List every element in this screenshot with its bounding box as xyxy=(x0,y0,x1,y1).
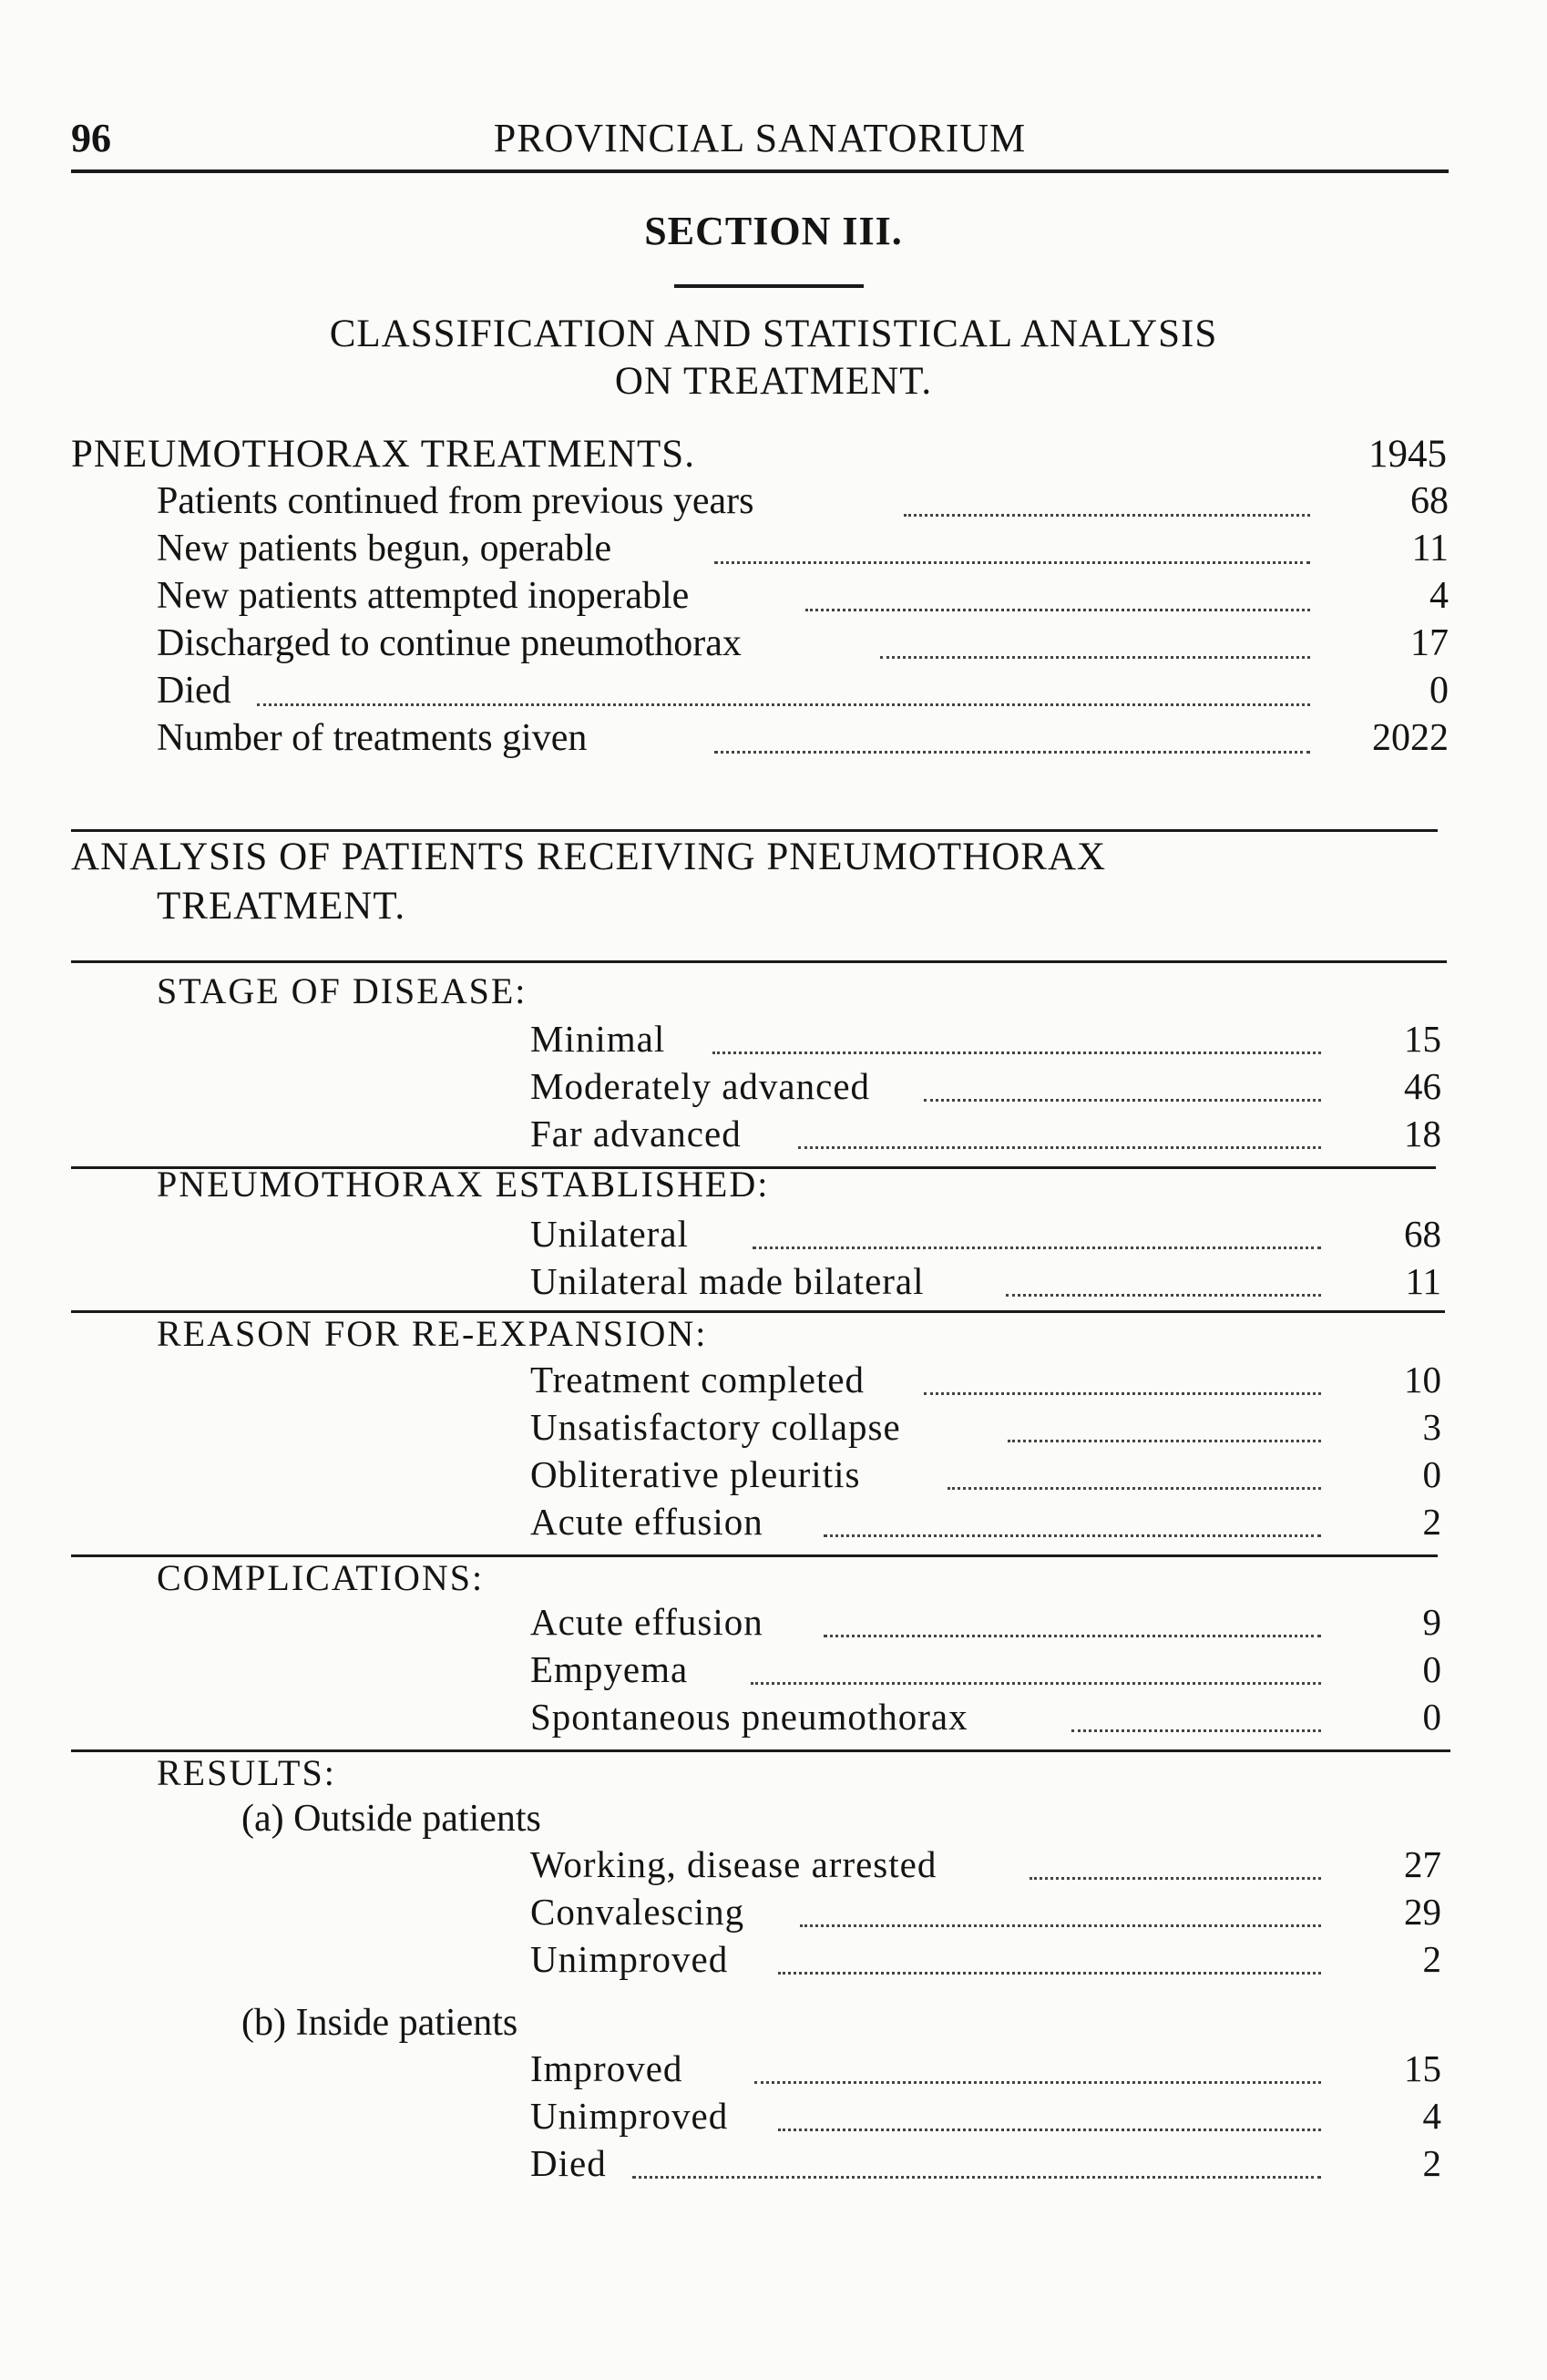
row-value: 15 xyxy=(1404,2047,1441,2089)
row-label: New patients attempted inoperable xyxy=(157,575,690,617)
list-item xyxy=(157,479,1449,527)
running-title: PROVINCIAL SANATORIUM xyxy=(493,116,1027,160)
row-label: Acute effusion xyxy=(530,1501,763,1543)
list-item xyxy=(530,2141,1441,2189)
row-label: Treatment completed xyxy=(530,1359,866,1400)
list-item xyxy=(157,574,1449,621)
outside-patients-label: (a) Outside patients xyxy=(241,1798,541,1840)
dot-leader xyxy=(924,1392,1321,1395)
complications-title: COMPLICATIONS: xyxy=(157,1557,485,1598)
running-header xyxy=(71,115,1449,173)
row-label: Empyema xyxy=(530,1648,689,1690)
dot-leader xyxy=(753,1246,1321,1249)
row-label: Unimproved xyxy=(530,1938,729,1980)
row-value: 9 xyxy=(1422,1601,1441,1643)
established-title: PNEUMOTHORAX ESTABLISHED: xyxy=(157,1164,770,1205)
row-label: Unsatisfactory collapse xyxy=(530,1406,901,1448)
list-item xyxy=(530,1358,1441,1405)
row-value: 10 xyxy=(1404,1359,1441,1400)
row-value: 0 xyxy=(1422,1648,1441,1690)
list-item xyxy=(530,1064,1441,1112)
list-item xyxy=(530,1500,1441,1547)
dot-leader xyxy=(778,2129,1321,2131)
classification-title-line2: ON TREATMENT. xyxy=(614,360,933,403)
row-label: Convalescing xyxy=(530,1891,745,1933)
row-label: Improved xyxy=(530,2047,683,2089)
row-value: 11 xyxy=(1411,528,1449,569)
dot-leader xyxy=(924,1099,1321,1102)
dot-leader xyxy=(1008,1440,1321,1442)
list-item xyxy=(530,1937,1441,1985)
dot-leader xyxy=(1006,1294,1321,1297)
dot-leader xyxy=(778,1972,1321,1975)
row-label: Minimal xyxy=(530,1018,666,1060)
stage-title: STAGE OF DISEASE: xyxy=(157,970,528,1011)
list-item xyxy=(530,2094,1441,2141)
row-label: Far advanced xyxy=(530,1113,742,1154)
row-label: Unilateral xyxy=(530,1213,689,1255)
row-value: 0 xyxy=(1422,1696,1441,1738)
inside-patients-label: (b) Inside patients xyxy=(241,2002,518,2044)
dot-leader xyxy=(800,1924,1321,1927)
list-item xyxy=(530,1259,1441,1307)
dot-leader xyxy=(257,703,1310,706)
row-value: 11 xyxy=(1405,1260,1441,1302)
dot-leader xyxy=(1030,1877,1321,1880)
row-label: Unimproved xyxy=(530,2095,729,2137)
row-label: Discharged to continue pneumothorax xyxy=(157,622,742,664)
row-value: 2 xyxy=(1422,2142,1441,2184)
dot-leader xyxy=(632,2176,1321,2179)
row-label: New patients begun, operable xyxy=(157,528,612,569)
row-label: Spontaneous pneumothorax xyxy=(530,1696,968,1738)
reexpansion-title: REASON FOR RE-EXPANSION: xyxy=(157,1313,708,1354)
list-item xyxy=(530,1842,1441,1890)
row-label: Obliterative pleuritis xyxy=(530,1453,861,1495)
row-value: 18 xyxy=(1404,1113,1441,1154)
dot-leader xyxy=(714,751,1310,754)
pneumothorax-treatments-title: PNEUMOTHORAX TREATMENTS. xyxy=(71,433,695,476)
row-value: 2 xyxy=(1422,1938,1441,1980)
list-item xyxy=(530,1112,1441,1159)
row-label: Died xyxy=(157,670,231,712)
row-value: 0 xyxy=(1429,670,1449,712)
divider xyxy=(71,829,1438,832)
row-label: Moderately advanced xyxy=(530,1065,871,1107)
dot-leader xyxy=(948,1487,1321,1490)
list-item xyxy=(530,1405,1441,1452)
row-label: Working, disease arrested xyxy=(530,1843,937,1885)
row-label: Unilateral made bilateral xyxy=(530,1260,925,1302)
row-value: 27 xyxy=(1404,1843,1441,1885)
dot-leader xyxy=(751,1682,1321,1685)
row-label: Patients continued from previous years xyxy=(157,480,754,522)
row-value: 68 xyxy=(1404,1213,1441,1255)
row-value: 46 xyxy=(1404,1065,1441,1107)
row-value: 2022 xyxy=(1372,717,1449,759)
dot-leader xyxy=(805,609,1310,611)
analysis-title-line1: ANALYSIS OF PATIENTS RECEIVING PNEUMOTHORAX xyxy=(71,836,1107,878)
list-item xyxy=(530,2047,1441,2094)
analysis-title-line2: TREATMENT. xyxy=(157,885,406,928)
list-item xyxy=(530,1600,1441,1647)
list-item xyxy=(530,1695,1441,1742)
row-value: 4 xyxy=(1429,575,1449,617)
list-item xyxy=(530,1212,1441,1259)
dot-leader xyxy=(904,514,1310,517)
row-value: 68 xyxy=(1410,480,1449,522)
row-value: 0 xyxy=(1422,1453,1441,1495)
row-label: Number of treatments given xyxy=(157,717,588,759)
divider xyxy=(71,960,1447,963)
row-value: 17 xyxy=(1410,622,1449,664)
row-label: Acute effusion xyxy=(530,1601,763,1643)
results-title: RESULTS: xyxy=(157,1752,336,1793)
list-item xyxy=(157,527,1449,574)
year-label: 1945 xyxy=(1368,433,1447,476)
list-item xyxy=(157,621,1449,669)
row-label: Died xyxy=(530,2142,607,2184)
dot-leader xyxy=(754,2081,1321,2084)
row-value: 29 xyxy=(1404,1891,1441,1933)
list-item xyxy=(530,1452,1441,1500)
row-value: 4 xyxy=(1422,2095,1441,2137)
section-rule xyxy=(674,284,864,288)
list-item xyxy=(157,669,1449,716)
dot-leader xyxy=(798,1146,1321,1149)
dot-leader xyxy=(880,656,1310,659)
page-number: 96 xyxy=(71,116,111,160)
list-item xyxy=(530,1890,1441,1937)
dot-leader xyxy=(712,1052,1321,1054)
row-value: 15 xyxy=(1404,1018,1441,1060)
list-item xyxy=(530,1647,1441,1695)
row-value: 3 xyxy=(1422,1406,1441,1448)
section-heading: SECTION III. xyxy=(644,209,903,253)
classification-title-line1: CLASSIFICATION AND STATISTICAL ANALYSIS xyxy=(329,313,1218,355)
dot-leader xyxy=(824,1635,1321,1637)
list-item xyxy=(157,716,1449,764)
dot-leader xyxy=(714,561,1310,564)
row-value: 2 xyxy=(1422,1501,1441,1543)
list-item xyxy=(530,1017,1441,1064)
dot-leader xyxy=(1071,1729,1321,1732)
dot-leader xyxy=(824,1534,1321,1537)
